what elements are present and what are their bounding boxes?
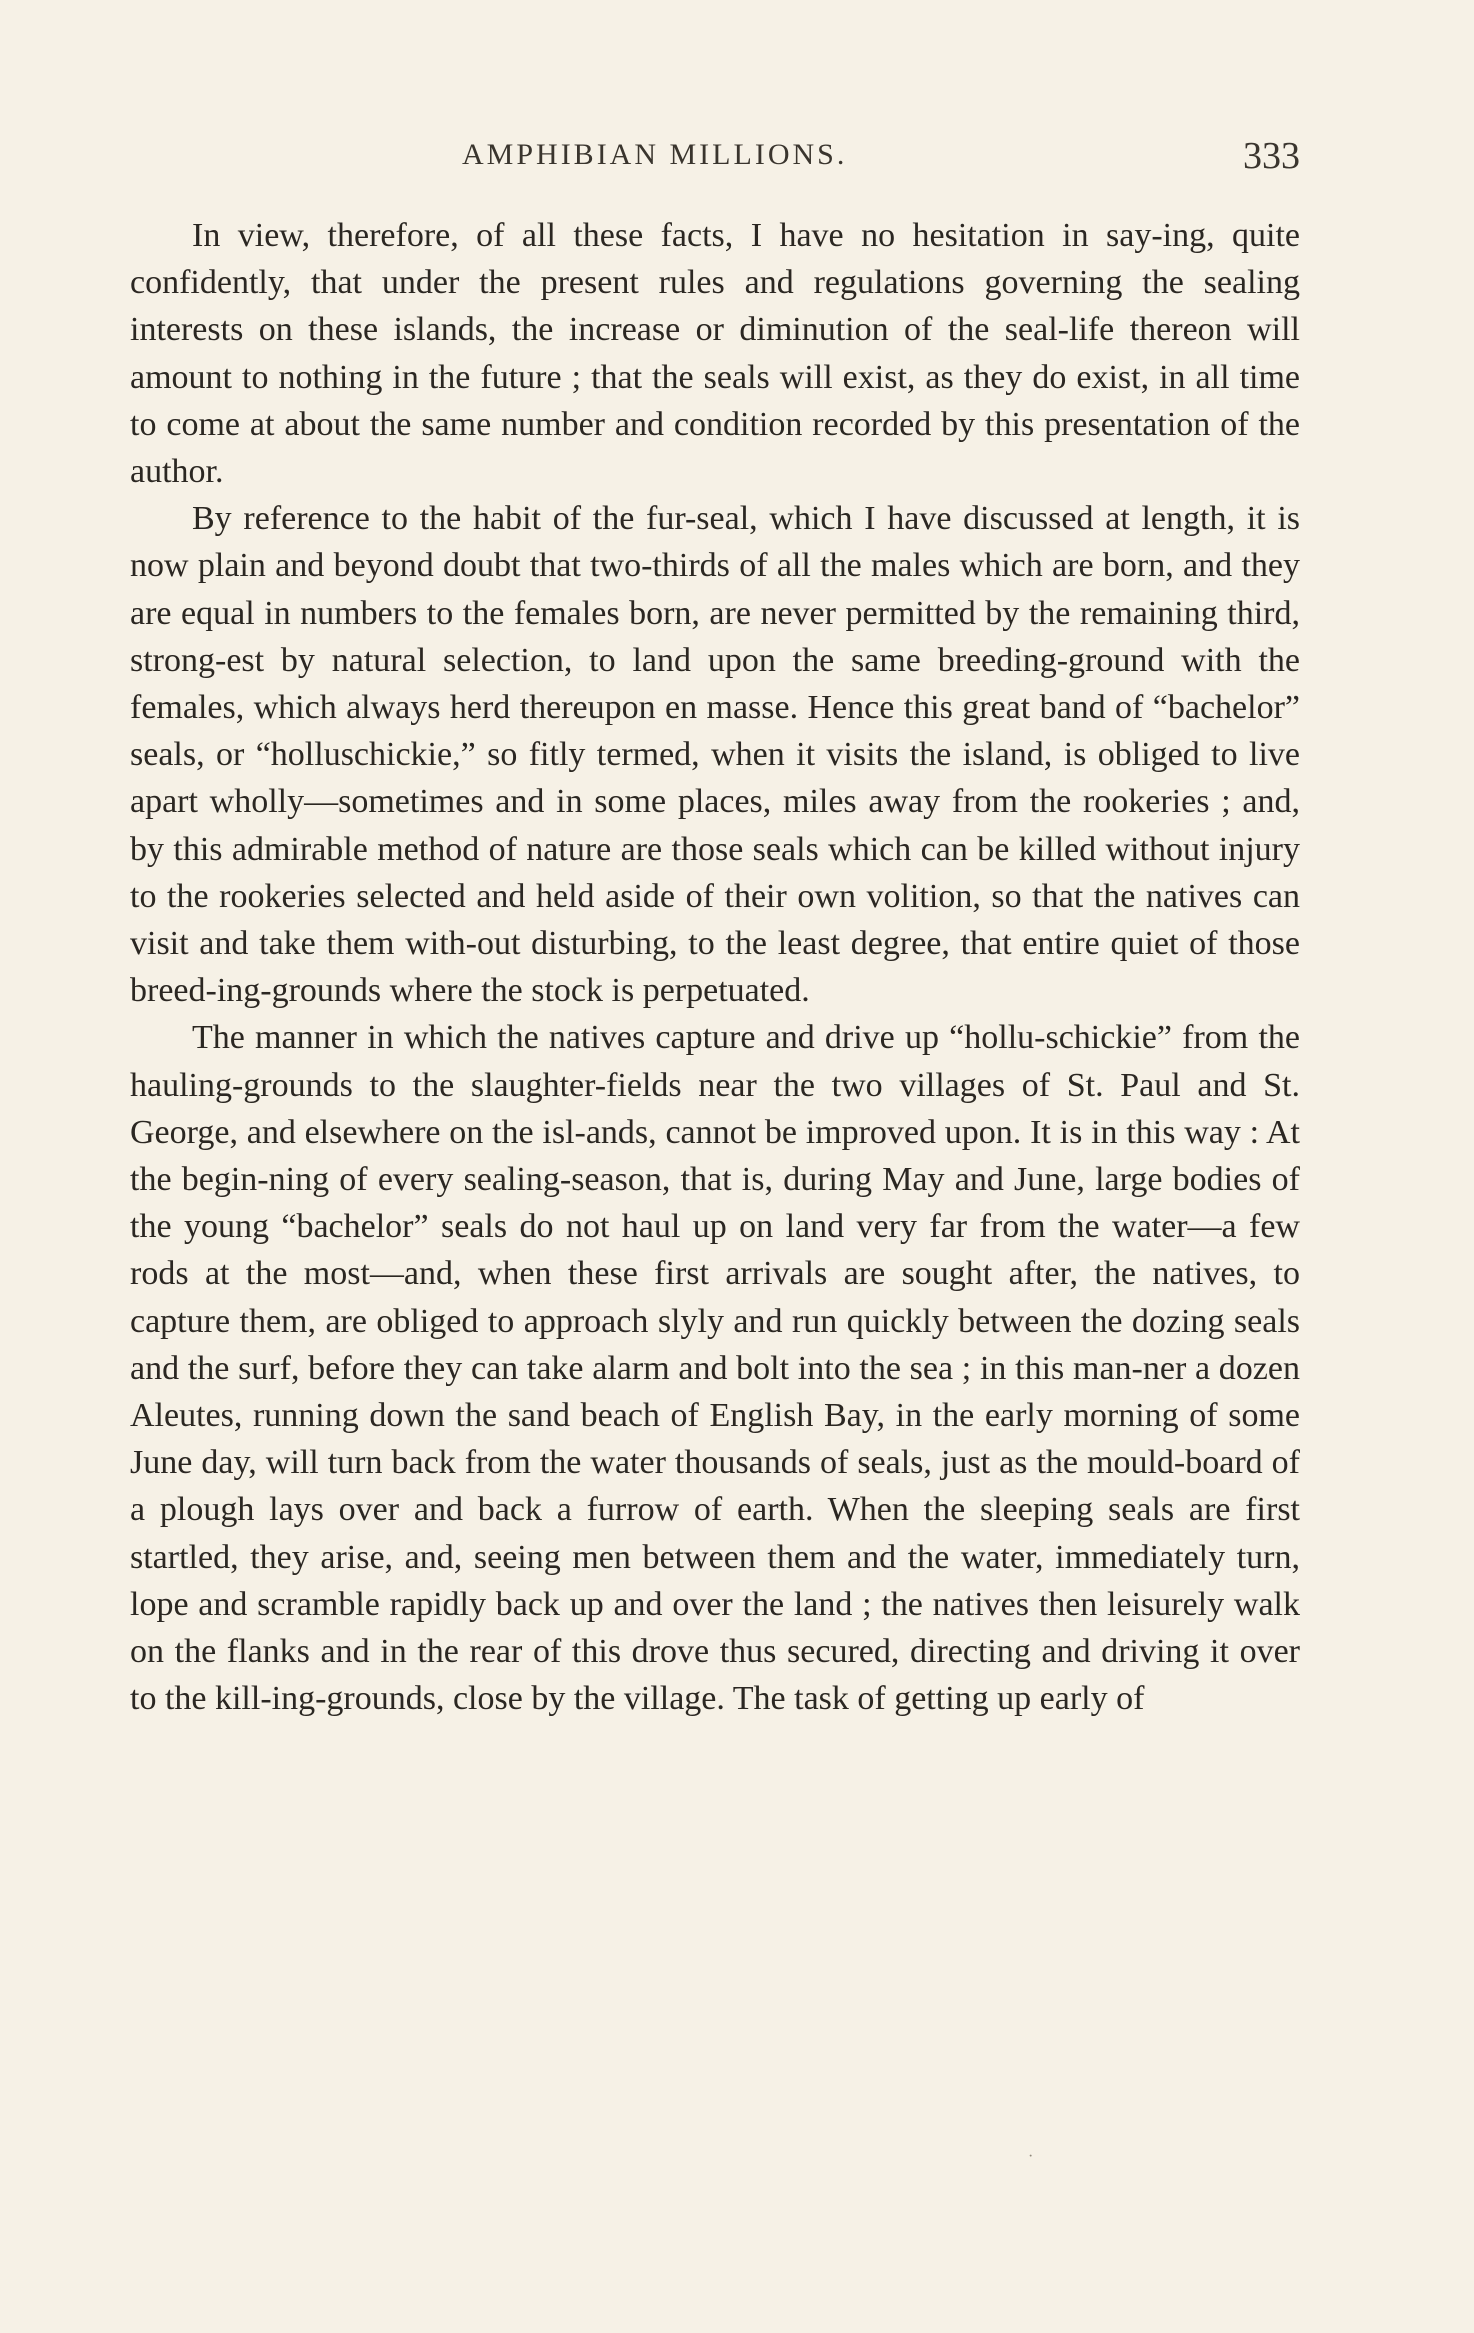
- paragraph: By reference to the habit of the fur-seal, which I have discussed at length, it is now plain and beyond doubt that two-thirds of all the males which are born, and they are equal in numbers to the females born, are never permitted by the remaining third, strong-est by natural selection, to land upon the same breeding-ground with the females, which always herd thereupon en masse. Hence this great band of “bachelor” seals, or “holluschickie,” so fitly termed, when it visits the island, is obliged to live apart wholly—sometimes and in some places, miles away from the rookeries ; and, by this admirable method of nature are those seals which can be killed without injury to the rookeries selected and held aside of their own volition, so that the natives can visit and take them with-out disturbing, to the least degree, that entire quiet of those breed-ing-grounds where the stock is perpetuated.: [130, 500, 1300, 1010]
- print-speck: ·: [1028, 2148, 1034, 2165]
- paragraph: In view, therefore, of all these facts, I have no hesitation in say-ing, quite confidently, that under the present rules and regulations governing the sealing interests on these islands, the increase or diminution of the seal-life thereon will amount to nothing in the future ; that the seals will exist, as they do exist, in all time to come at about the same number and condition recorded by this presentation of the author.: [130, 217, 1300, 491]
- page-header: [130, 135, 1300, 184]
- paragraph: The manner in which the natives capture and drive up “hollu-schickie” from the hauling-grounds to the slaughter-fields near the two villages of St. Paul and St. George, and elsewhere on the isl-ands, cannot be improved upon. It is in this way : At the begin-ning of every sealing-season, that is, during May and June, large bodies of the young “bachelor” seals do not haul up on land very far from the water—a few rods at the most—and, when these first arrivals are sought after, the natives, to capture them, are obliged to approach slyly and run quickly between the dozing seals and the surf, before they can take alarm and bolt into the sea ; in this man-ner a dozen Aleutes, running down the sand beach of English Bay, in the early morning of some June day, will turn back from the water thousands of seals, just as the mould-board of a plough lays over and back a furrow of earth. When the sleeping seals are first startled, they arise, and, seeing men between them and the water, immediately turn, lope and scramble rapidly back up and over the land ; the natives then leisurely walk on the flanks and in the rear of this drove thus secured, directing and driving it over to the kill-ing-grounds, close by the village. The task of getting up early of: [130, 1019, 1300, 1718]
- page-number: 333: [1243, 135, 1300, 177]
- running-head: AMPHIBIAN MILLIONS.: [462, 138, 848, 171]
- body-text: [130, 212, 1300, 1723]
